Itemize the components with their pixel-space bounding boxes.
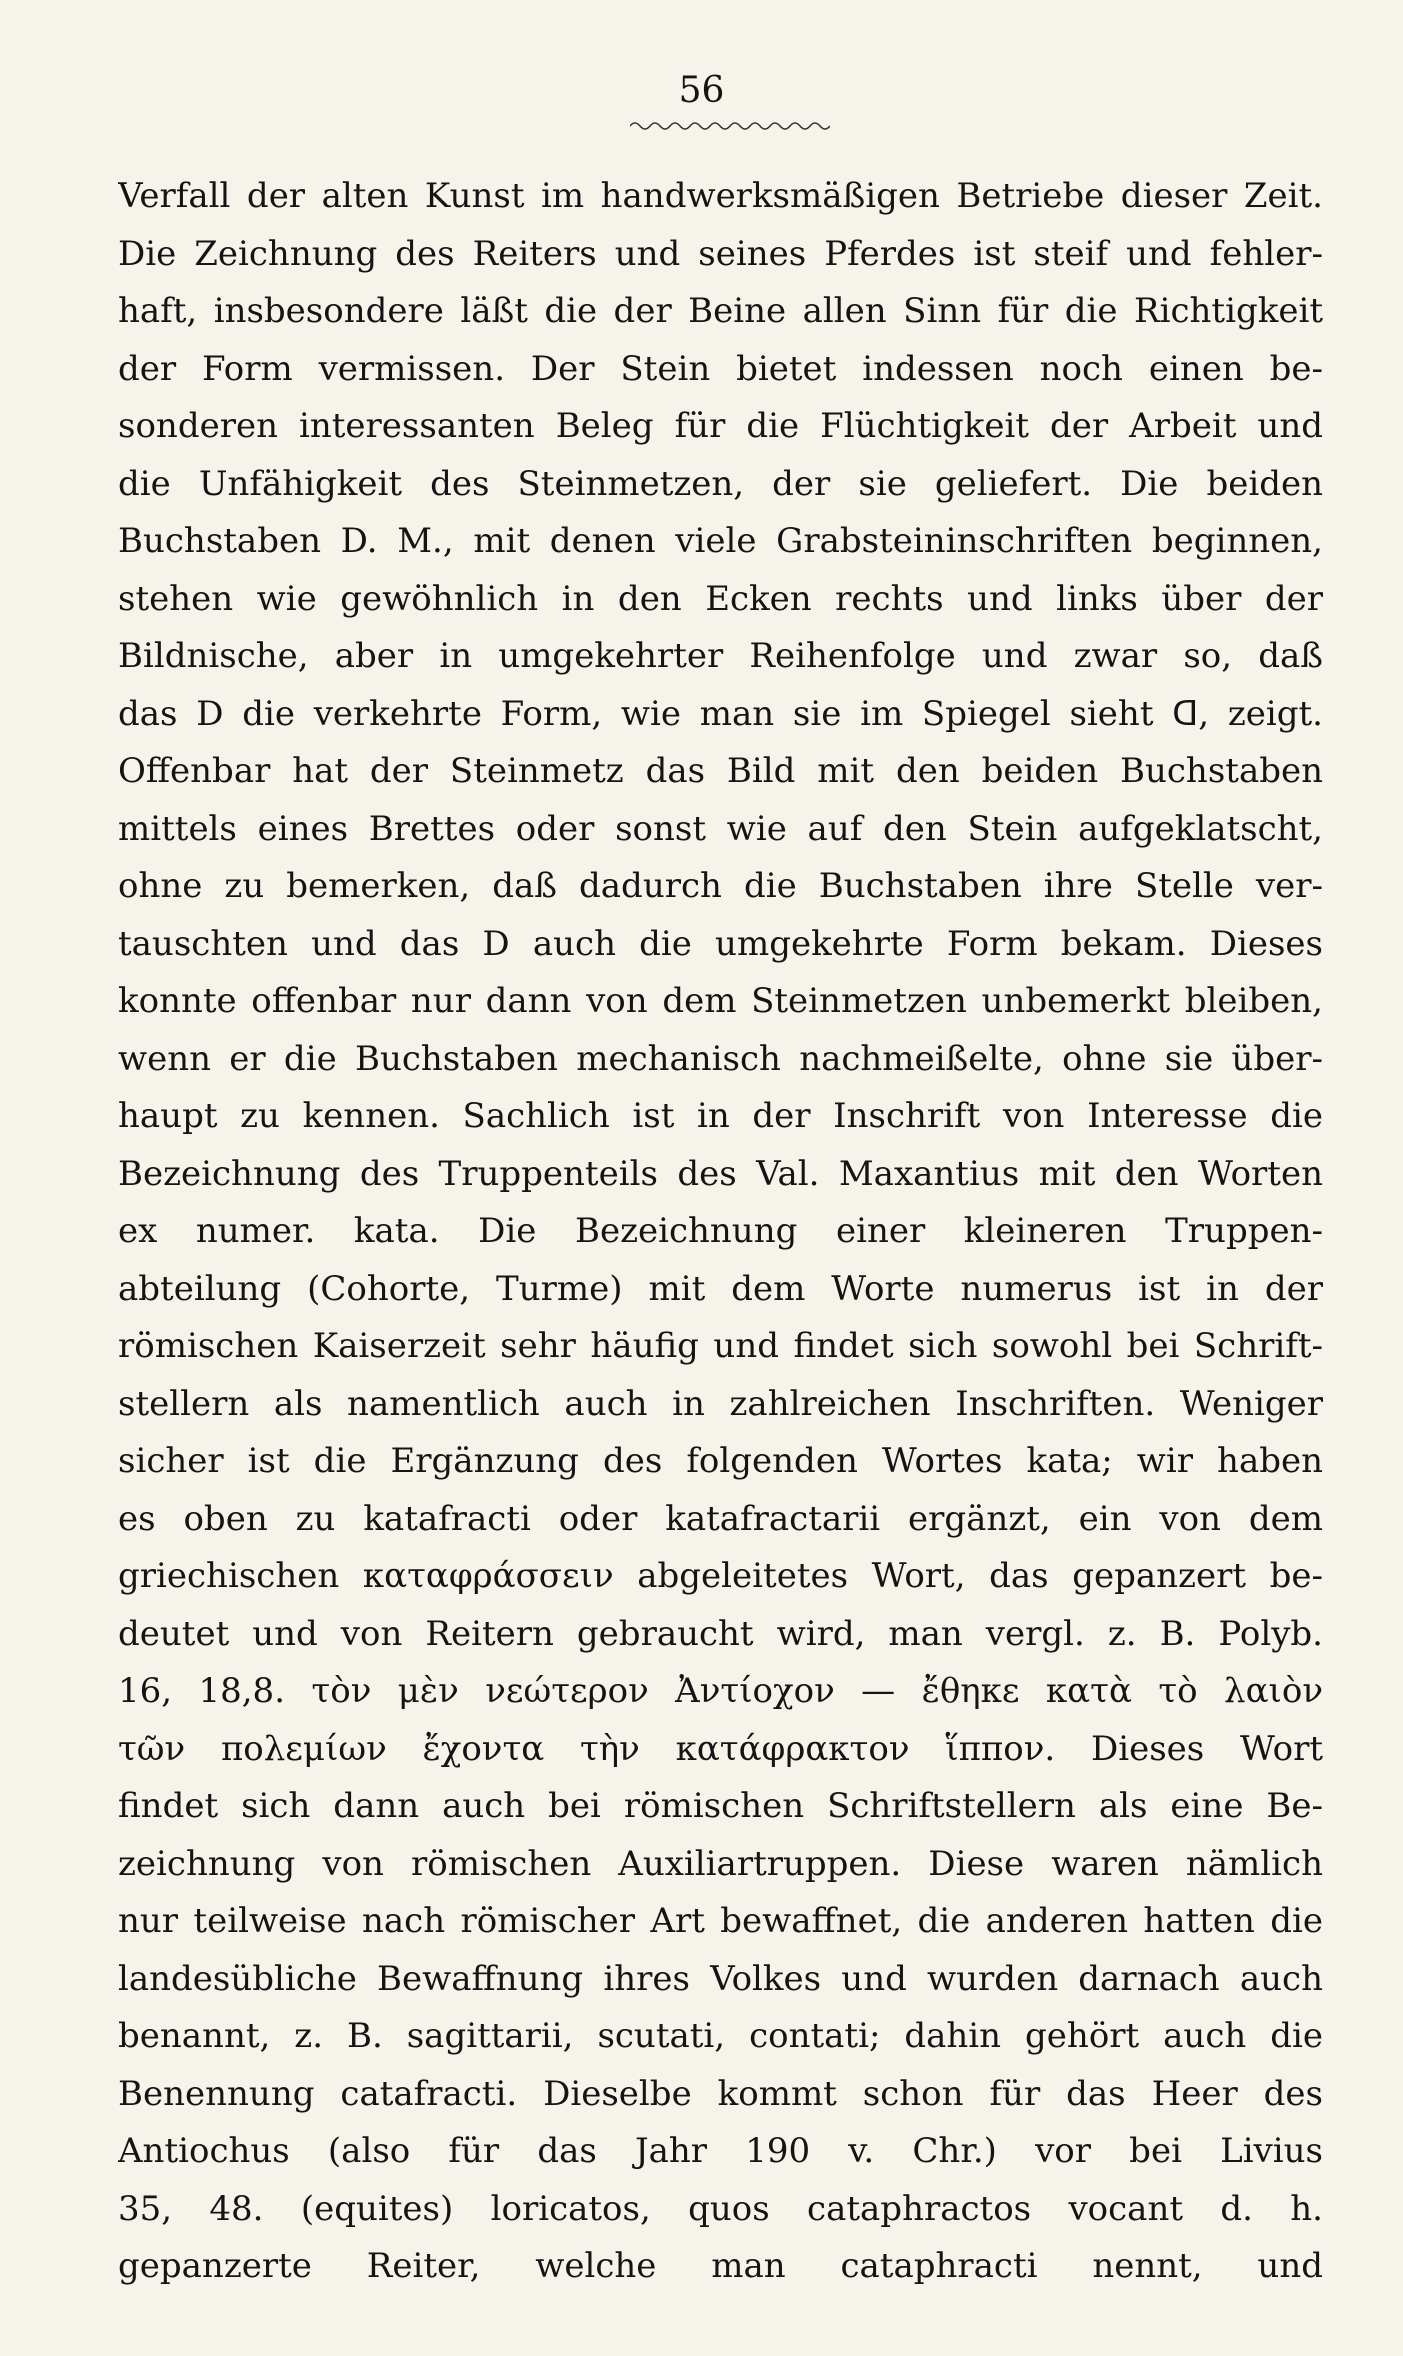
- text-line: das D die verkehrte Form, wie man sie im Spiegel sieht ᗡ, zeigt.: [118, 693, 1323, 734]
- text-line: Bildnische, aber in umgekehrter Reihenfolge und zwar so, daß: [118, 636, 1323, 676]
- text-line: haupt zu kennen. Sachlich ist in der Inschrift von Interesse die: [118, 1096, 1323, 1136]
- text-line: 16, 18,8. τὸν μὲν νεώτερον Ἀντίοχον — ἔθηκε κατὰ τὸ λαιὸν: [118, 1671, 1323, 1711]
- page-number: 56: [678, 70, 725, 111]
- ornamental-wave-divider: [630, 118, 830, 134]
- text-line: 35, 48. (equites) loricatos, quos cataphractos vocant d. h.: [118, 2188, 1323, 2229]
- text-line: sicher ist die Ergänzung des folgenden Wortes kata; wir haben: [118, 1441, 1323, 1481]
- text-line: nur teilweise nach römischer Art bewaffnet, die anderen hatten die: [118, 1901, 1323, 1941]
- text-line: griechischen καταφράσσειν abgeleitetes Wort, das gepanzert be-: [118, 1556, 1323, 1596]
- text-line: zeichnung von römischen Auxiliartruppen. Diese waren nämlich: [118, 1843, 1323, 1884]
- text-line: ex numer. kata. Die Bezeichnung einer kleineren Truppen-: [118, 1211, 1323, 1251]
- text-line: es oben zu katafracti oder katafractarii ergänzt, ein von dem: [118, 1498, 1323, 1539]
- text-line: haft, insbesondere läßt die der Beine allen Sinn für die Richtigkeit: [118, 291, 1323, 331]
- text-line: die Unfähigkeit des Steinmetzen, der sie geliefert. Die beiden: [118, 463, 1323, 504]
- text-line: römischen Kaiserzeit sehr häufig und findet sich sowohl bei Schrift-: [118, 1326, 1323, 1366]
- text-line: abteilung (Cohorte, Turme) mit dem Worte numerus ist in der: [118, 1268, 1323, 1309]
- text-line: der Form vermissen. Der Stein bietet indessen noch einen be-: [118, 348, 1323, 389]
- text-line: benannt, z. B. sagittarii, scutati, contati; dahin gehört auch die: [118, 2016, 1323, 2056]
- text-line: Buchstaben D. M., mit denen viele Grabsteininschriften beginnen,: [118, 521, 1323, 561]
- text-line: Benennung catafracti. Dieselbe kommt schon für das Heer des: [118, 2073, 1323, 2114]
- text-line: findet sich dann auch bei römischen Schriftstellern als eine Be-: [118, 1786, 1323, 1826]
- text-line: Offenbar hat der Steinmetz das Bild mit den beiden Buchstaben: [118, 751, 1323, 791]
- text-line: ohne zu bemerken, daß dadurch die Buchstaben ihre Stelle ver-: [118, 866, 1323, 906]
- text-line: sonderen interessanten Beleg für die Flüchtigkeit der Arbeit und: [118, 406, 1323, 446]
- text-line: stehen wie gewöhnlich in den Ecken rechts und links über der: [118, 578, 1323, 619]
- text-line: deutet und von Reitern gebraucht wird, man vergl. z. B. Polyb.: [118, 1613, 1323, 1654]
- text-line: stellern als namentlich auch in zahlreichen Inschriften. Weniger: [118, 1383, 1323, 1424]
- body-text: [118, 168, 1323, 2296]
- text-line: landesübliche Bewaffnung ihres Volkes und wurden darnach auch: [118, 1958, 1323, 1999]
- text-line: wenn er die Buchstaben mechanisch nachmeißelte, ohne sie über-: [118, 1038, 1323, 1079]
- text-line: konnte offenbar nur dann von dem Steinmetzen unbemerkt bleiben,: [118, 981, 1323, 1021]
- text-line: mittels eines Brettes oder sonst wie auf den Stein aufgeklatscht,: [118, 808, 1323, 849]
- text-line: Antiochus (also für das Jahr 190 v. Chr.) vor bei Livius: [118, 2131, 1323, 2171]
- text-line: gepanzerte Reiter, welche man cataphracti nennt, und: [118, 2246, 1323, 2286]
- text-line: Verfall der alten Kunst im handwerksmäßigen Betriebe dieser Zeit.: [118, 176, 1323, 216]
- text-line: tauschten und das D auch die umgekehrte Form bekam. Dieses: [118, 923, 1323, 964]
- text-line: Die Zeichnung des Reiters und seines Pferdes ist steif und fehler-: [118, 233, 1323, 274]
- text-line: τῶν πολεμίων ἔχοντα τὴν κατάφρακτον ἵππον. Dieses Wort: [118, 1728, 1323, 1769]
- text-line: Bezeichnung des Truppenteils des Val. Maxantius mit den Worten: [118, 1153, 1323, 1194]
